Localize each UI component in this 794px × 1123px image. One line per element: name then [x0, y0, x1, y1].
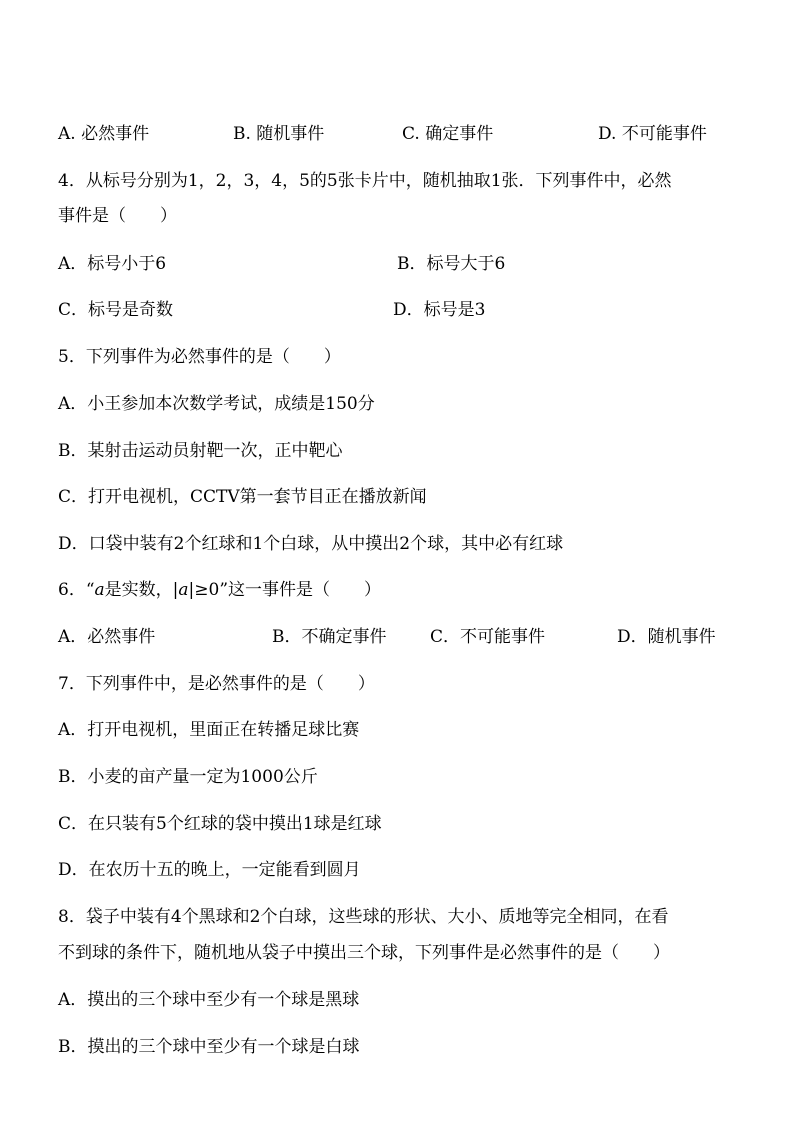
- q8-stem-line1: 8．袋子中装有4个黑球和2个白球，这些球的形状、大小、质地等完全相同，在看: [58, 907, 669, 927]
- q4-option-d: D．标号是3: [393, 300, 486, 320]
- q6-open-quote: “: [85, 580, 95, 600]
- q3-option-c: C. 确定事件: [402, 124, 494, 144]
- q5-stem: 5．下列事件为必然事件的是（ ）: [58, 347, 341, 367]
- q8-stem-line2: 不到球的条件下，随机地从袋子中摸出三个球，下列事件是必然事件的是（ ）: [58, 943, 670, 963]
- q6-number: 6．: [58, 580, 86, 600]
- q5-option-a: A．小王参加本次数学考试，成绩是150分: [58, 394, 375, 414]
- q7-option-c: C．在只装有5个红球的袋中摸出1球是红球: [58, 814, 382, 834]
- q6-stem: [58, 579, 381, 601]
- q6-option-a: A．必然事件: [58, 627, 156, 647]
- q6-stem-mid2: |≥0”这一事件是（ ）: [188, 580, 382, 600]
- q8-option-a: A．摸出的三个球中至少有一个球是黑球: [58, 990, 360, 1010]
- q6-option-c: C．不可能事件: [430, 627, 546, 647]
- q6-option-d: D．随机事件: [617, 627, 716, 647]
- q3-option-b: B. 随机事件: [233, 124, 325, 144]
- q8-option-b: B．摸出的三个球中至少有一个球是白球: [58, 1037, 360, 1057]
- q6-variable-a: a: [94, 580, 105, 600]
- q5-option-c: C．打开电视机，CCTV第一套节目正在播放新闻: [58, 487, 427, 507]
- q4-option-c: C．标号是奇数: [58, 300, 174, 320]
- q7-stem: 7．下列事件中，是必然事件的是（ ）: [58, 674, 375, 694]
- q4-stem-line1: 4．从标号分别为1，2，3，4，5的5张卡片中，随机抽取1张．下列事件中，必然: [58, 171, 672, 191]
- q6-option-b: B．不确定事件: [272, 627, 387, 647]
- q6-variable-a-abs: a: [178, 580, 189, 600]
- q3-option-a: A. 必然事件: [58, 124, 150, 144]
- q4-option-a: A．标号小于6: [58, 254, 167, 274]
- q4-stem-line2: 事件是（ ）: [58, 206, 177, 226]
- q7-option-b: B．小麦的亩产量一定为1000公斤: [58, 767, 318, 787]
- q3-option-d: D. 不可能事件: [598, 124, 707, 144]
- q6-stem-mid1: 是实数，|: [104, 580, 179, 600]
- q7-option-d: D．在农历十五的晚上，一定能看到圆月: [58, 860, 361, 880]
- q7-option-a: A．打开电视机，里面正在转播足球比赛: [58, 720, 360, 740]
- q5-option-b: B．某射击运动员射靶一次，正中靶心: [58, 441, 343, 461]
- q4-option-b: B．标号大于6: [397, 254, 506, 274]
- q5-option-d: D．口袋中装有2个红球和1个白球，从中摸出2个球，其中必有红球: [58, 534, 564, 554]
